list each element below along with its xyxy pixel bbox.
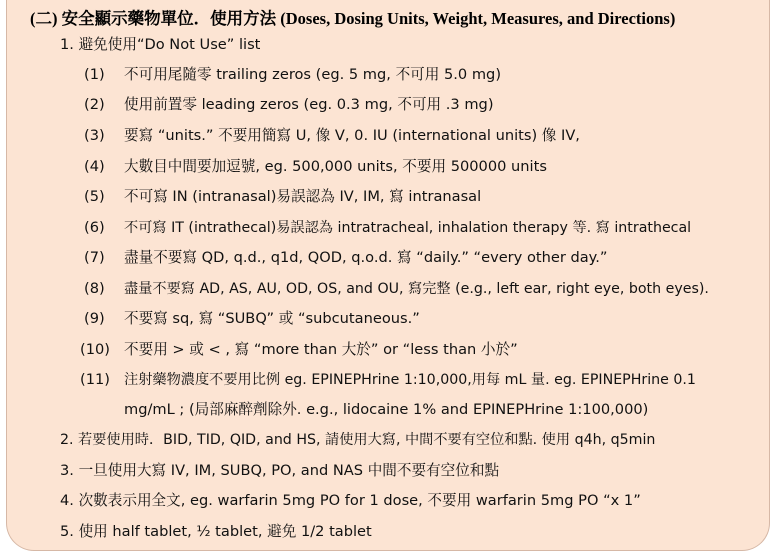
subitem-text: 不可用尾隨零 trailing zeros (eg. 5 mg, 不可用 5.0 mg)	[124, 66, 502, 83]
subitem-number: (10)	[80, 341, 110, 358]
subitem-number: (9)	[84, 310, 105, 327]
list-item-3: 3. 一旦使用大寫 IV, IM, SUBQ, PO, and NAS 中間不要有空位和點	[60, 462, 500, 479]
subitem-number: (2)	[84, 96, 105, 113]
subitem-number: (8)	[84, 280, 105, 297]
list-item-2: 2. 若要使用時．BID, TID, QID, and HS, 請使用大寫, 中間不要有空位和點. 使用 q4h, q5min	[60, 432, 656, 448]
subitem-text: 不要寫 sq, 寫 “SUBQ” 或 “subcutaneous.”	[124, 310, 420, 327]
subitem-text: 盡量不要寫 AD, AS, AU, OD, OS, and OU, 寫完整 (e.g., left ear, right eye, both eyes).	[124, 281, 709, 297]
subitem-number: (11)	[80, 371, 110, 388]
subitem-text-continued: mg/mL ; (局部麻醉劑除外. e.g., lidocaine 1% and EPINEPHrine 1:100,000)	[124, 401, 649, 418]
subitem-text: 不可寫 IT (intrathecal)易誤認為 intratracheal, inhalation therapy 等. 寫 intrathecal	[124, 220, 692, 236]
subitem-text: 不可寫 IN (intranasal)易誤認為 IV, IM, 寫 intranasal	[124, 188, 482, 205]
subitem-number: (3)	[84, 127, 105, 144]
list-item-5: 5. 使用 half tablet, ½ tablet, 避免 1/2 tablet	[60, 523, 372, 540]
subitem-number: (5)	[84, 188, 105, 205]
section-heading: (二) 安全顯示藥物單位．使用方法 (Doses, Dosing Units, Weight, Measures, and Directions)	[30, 9, 676, 28]
subitem-text: 注射藥物濃度不要用比例 eg. EPINEPHrine 1:10,000,用每 mL 量. eg. EPINEPHrine 0.1	[124, 372, 696, 388]
subitem-text: 盡量不要寫 QD, q.d., q1d, QOD, q.o.d. 寫 “daily.” “every other day.”	[124, 249, 608, 266]
subitem-text: 不要用 > 或 < , 寫 “more than 大於” or “less than 小於”	[124, 341, 518, 358]
subitem-text: 要寫 “units.” 不要用簡寫 U, 像 V, 0. IU (international units) 像 IV,	[124, 127, 580, 144]
subitem-number: (1)	[84, 66, 105, 83]
subitem-number: (4)	[84, 158, 105, 175]
list-item-1: 1. 避免使用“Do Not Use” list	[60, 36, 261, 53]
subitem-number: (7)	[84, 249, 105, 266]
list-item-4: 4. 次數表示用全文, eg. warfarin 5mg PO for 1 dose, 不要用 warfarin 5mg PO “x 1”	[60, 492, 641, 509]
subitem-text: 大數目中間要加逗號, eg. 500,000 units, 不要用 500000 units	[124, 158, 547, 175]
subitem-number: (6)	[84, 219, 105, 236]
subitem-text: 使用前置零 leading zeros (eg. 0.3 mg, 不可用 .3 mg)	[124, 96, 494, 113]
